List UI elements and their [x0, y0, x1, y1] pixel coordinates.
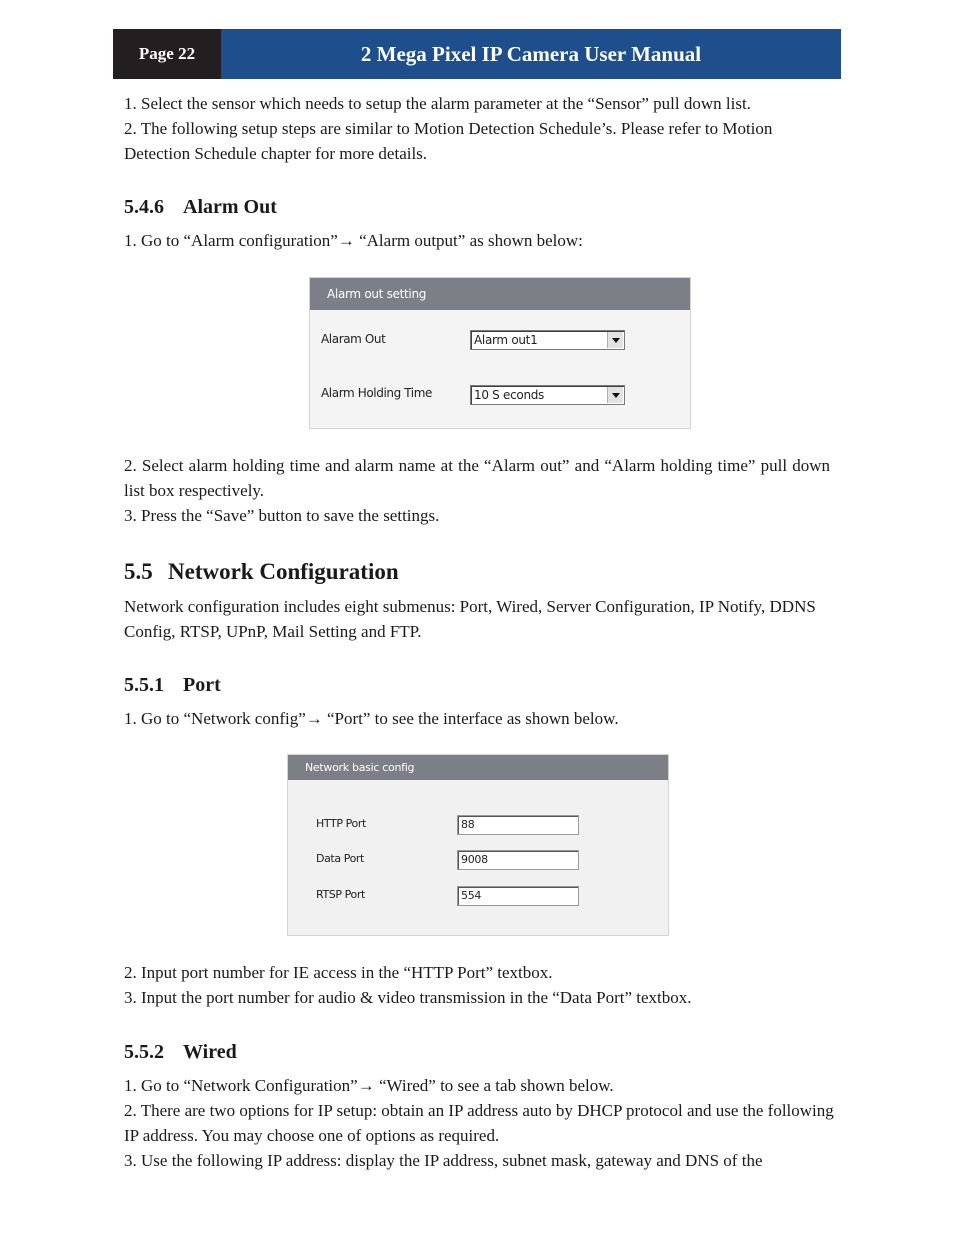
intro-step-1: 1. Select the sensor which needs to setup the alarm parameter at the “Sensor” pull down list. — [124, 94, 751, 113]
section-number: 5.5.1 — [124, 674, 164, 696]
data-port-label: Data Port — [316, 852, 364, 865]
page-header — [113, 29, 841, 79]
port-step-1: 1. Go to “Network config”→ “Port” to see the interface as shown below. — [124, 709, 619, 728]
section-heading-wired — [124, 1041, 237, 1064]
alarm-out-select[interactable] — [470, 330, 625, 350]
alarm-out-label: Alaram Out — [321, 332, 386, 346]
alarm-holding-time-select-value: 10 S econds — [474, 388, 545, 402]
network-basic-config-panel — [287, 754, 669, 936]
wired-step-3: 3. Use the following IP address: display the IP address, subnet mask, gateway and DNS of the — [124, 1151, 763, 1170]
chevron-down-icon[interactable] — [607, 332, 623, 348]
data-port-input[interactable]: 9008 — [457, 850, 579, 870]
alarm-out-select-value: Alarm out1 — [474, 333, 538, 347]
section-title: Network Configuration — [168, 559, 399, 584]
panel-title: Network basic config — [288, 755, 668, 780]
alarm-holding-time-label: Alarm Holding Time — [321, 386, 432, 400]
section-heading-alarm-out — [124, 196, 277, 219]
section-title: Wired — [183, 1041, 237, 1063]
alarm-out-step-1: 1. Go to “Alarm configuration”→ “Alarm output” as shown below: — [124, 231, 583, 250]
page-number: Page 22 — [113, 29, 221, 79]
panel-title: Alarm out setting — [310, 278, 690, 310]
alarm-out-settings-panel — [309, 277, 691, 429]
rtsp-port-label: RTSP Port — [316, 888, 365, 901]
alarm-holding-time-select[interactable] — [470, 385, 625, 405]
http-port-label: HTTP Port — [316, 817, 366, 830]
intro-step-2: 2. The following setup steps are similar to Motion Detection Schedule’s. Please refer to Motion Detection Schedule chapter for more details. — [124, 119, 773, 163]
section-number: 5.5.2 — [124, 1041, 164, 1063]
wired-step-1: 1. Go to “Network Configuration”→ “Wired” to see a tab shown below. — [124, 1076, 614, 1095]
section-title: Port — [183, 674, 221, 696]
section-number: 5.4.6 — [124, 196, 164, 218]
alarm-out-step-3: 3. Press the “Save” button to save the settings. — [124, 506, 440, 525]
network-description: Network configuration includes eight submenus: Port, Wired, Server Configuration, IP Notify, DDNS Config, RTSP, UPnP, Mail Setting and FTP. — [124, 597, 816, 641]
section-number: 5.5 — [124, 559, 153, 584]
chevron-down-icon[interactable] — [607, 387, 623, 403]
http-port-input[interactable]: 88 — [457, 815, 579, 835]
rtsp-port-input[interactable]: 554 — [457, 886, 579, 906]
alarm-out-step-2: 2. Select alarm holding time and alarm name at the “Alarm out” and “Alarm holding time” pull down list box respectively. — [124, 456, 830, 500]
section-heading-port — [124, 674, 221, 697]
port-step-3: 3. Input the port number for audio & video transmission in the “Data Port” textbox. — [124, 988, 692, 1007]
port-step-2: 2. Input port number for IE access in the “HTTP Port” textbox. — [124, 963, 553, 982]
wired-step-2: 2. There are two options for IP setup: obtain an IP address auto by DHCP protocol and use the following IP address. You may choose one of options as required. — [124, 1101, 834, 1145]
manual-title: 2 Mega Pixel IP Camera User Manual — [221, 29, 841, 79]
section-heading-network-configuration — [124, 559, 399, 585]
section-title: Alarm Out — [183, 196, 277, 218]
